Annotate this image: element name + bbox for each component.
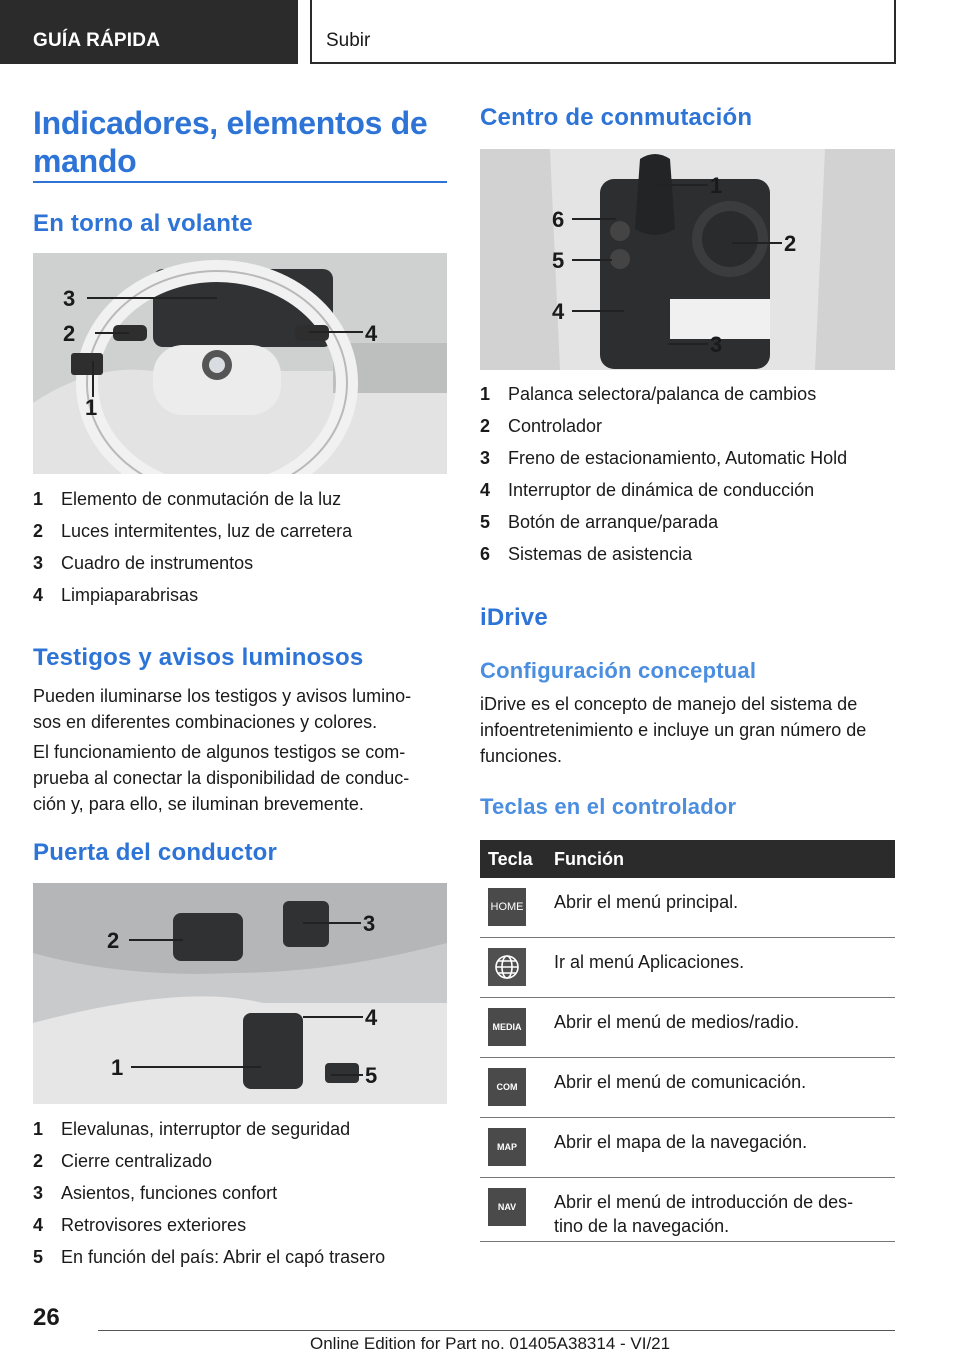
- door-photo: [33, 883, 447, 1104]
- list-item: 1 Elevalunas, interruptor de seguridad: [33, 1119, 351, 1139]
- up-link[interactable]: [310, 0, 896, 64]
- console-callout-4: 4: [552, 299, 565, 324]
- col-key-header: Tecla: [488, 849, 533, 869]
- table-row: NAV Abrir el menú de introducción de des- tino de la navegación.: [480, 1178, 895, 1242]
- door-callout-5: 5: [365, 1063, 378, 1088]
- map-key-icon: MAP: [488, 1128, 526, 1166]
- console-callout-3: 3: [710, 332, 723, 357]
- list-item: 4 Retrovisores exteriores: [33, 1215, 247, 1235]
- list-item: 4 Limpiaparabrisas: [33, 585, 199, 605]
- door-callout-4: 4: [365, 1005, 378, 1030]
- up-link-label[interactable]: Subir: [326, 30, 371, 51]
- door-callout-3: 3: [363, 911, 376, 936]
- nav-key-icon: NAV: [488, 1188, 526, 1226]
- steering-callout-4: 4: [365, 321, 378, 346]
- console-callout-6: 6: [552, 207, 565, 232]
- list-item: 5 Botón de arranque/parada: [480, 512, 719, 532]
- list-item: 2 Luces intermitentes, luz de carretera: [33, 521, 353, 541]
- console-photo: [480, 149, 895, 370]
- door-callout-1: 1: [111, 1055, 124, 1080]
- footer-rule: [98, 1330, 895, 1331]
- table-row: MAP Abrir el mapa de la navegación.: [480, 1118, 895, 1178]
- media-key-icon: MEDIA: [488, 1008, 526, 1046]
- table-row: HOME Abrir el menú principal.: [480, 878, 895, 938]
- console-legend: [480, 378, 847, 570]
- section-tab: [0, 0, 298, 64]
- list-item: 3 Cuadro de instrumentos: [33, 553, 254, 573]
- steering-callout-1: 1: [85, 395, 98, 420]
- console-callout-1: 1: [710, 173, 723, 198]
- section-label: GUÍA RÁPIDA: [33, 30, 161, 51]
- title-rule: [33, 181, 447, 183]
- controller-keys-table: [480, 840, 895, 1242]
- console-callout-2: 2: [784, 231, 797, 256]
- edition-note: Online Edition for Part no. 01405A38314 - VI/21: [310, 1334, 671, 1353]
- table-row: MEDIA Abrir el menú de medios/radio.: [480, 998, 895, 1058]
- col-function-header: Función: [554, 849, 624, 869]
- keys-heading: Teclas en el controlador: [480, 794, 737, 819]
- door-legend: [33, 1113, 385, 1273]
- steering-photo: [33, 253, 447, 474]
- list-item: 3 Freno de estacionamiento, Automatic Hold: [480, 448, 848, 468]
- steering-callout-2: 2: [63, 321, 76, 346]
- idrive-heading: iDrive: [480, 604, 548, 631]
- com-key-icon: COM: [488, 1068, 526, 1106]
- console-callout-5: 5: [552, 248, 565, 273]
- list-item: 1 Elemento de conmutación de la luz: [33, 489, 342, 509]
- globe-apps-icon: [488, 948, 526, 986]
- page-title: Indicadores, elementos de mando: [33, 105, 428, 179]
- warnings-text-2: El funcionamiento de algunos testigos se com- prueba al conectar la disponibilidad de conduc- ción y, para ello, se iluminan brevemente.: [33, 742, 410, 814]
- list-item: 2 Controlador: [480, 416, 603, 436]
- console-heading: Centro de conmutación: [480, 104, 753, 131]
- list-item: 4 Interruptor de dinámica de conducción: [480, 480, 815, 500]
- door-heading: Puerta del conductor: [33, 839, 278, 866]
- page-number: 26: [33, 1304, 60, 1331]
- steering-callout-3: 3: [63, 286, 76, 311]
- list-item: 3 Asientos, funciones confort: [33, 1183, 278, 1203]
- table-header: [480, 840, 895, 878]
- door-callout-2: 2: [107, 928, 120, 953]
- idrive-text: iDrive es el concepto de manejo del sistema de infoentretenimiento e incluye un gran número de funciones.: [480, 694, 867, 766]
- steering-legend: [33, 483, 352, 611]
- warnings-text-1: Pueden iluminarse los testigos y avisos lumino- sos en diferentes combinaciones y colores.: [33, 686, 412, 732]
- table-row: COM Abrir el menú de comunicación.: [480, 1058, 895, 1118]
- warnings-heading: Testigos y avisos luminosos: [33, 644, 364, 671]
- list-item: 6 Sistemas de asistencia: [480, 544, 693, 564]
- steering-heading: En torno al volante: [33, 210, 253, 237]
- table-row: Ir al menú Aplicaciones.: [480, 938, 895, 998]
- idrive-subheading: Configuración conceptual: [480, 658, 757, 683]
- list-item: 5 En función del país: Abrir el capó trasero: [33, 1247, 386, 1267]
- home-key-icon: HOME: [488, 888, 526, 926]
- list-item: 1 Palanca selectora/palanca de cambios: [480, 384, 817, 404]
- list-item: 2 Cierre centralizado: [33, 1151, 213, 1171]
